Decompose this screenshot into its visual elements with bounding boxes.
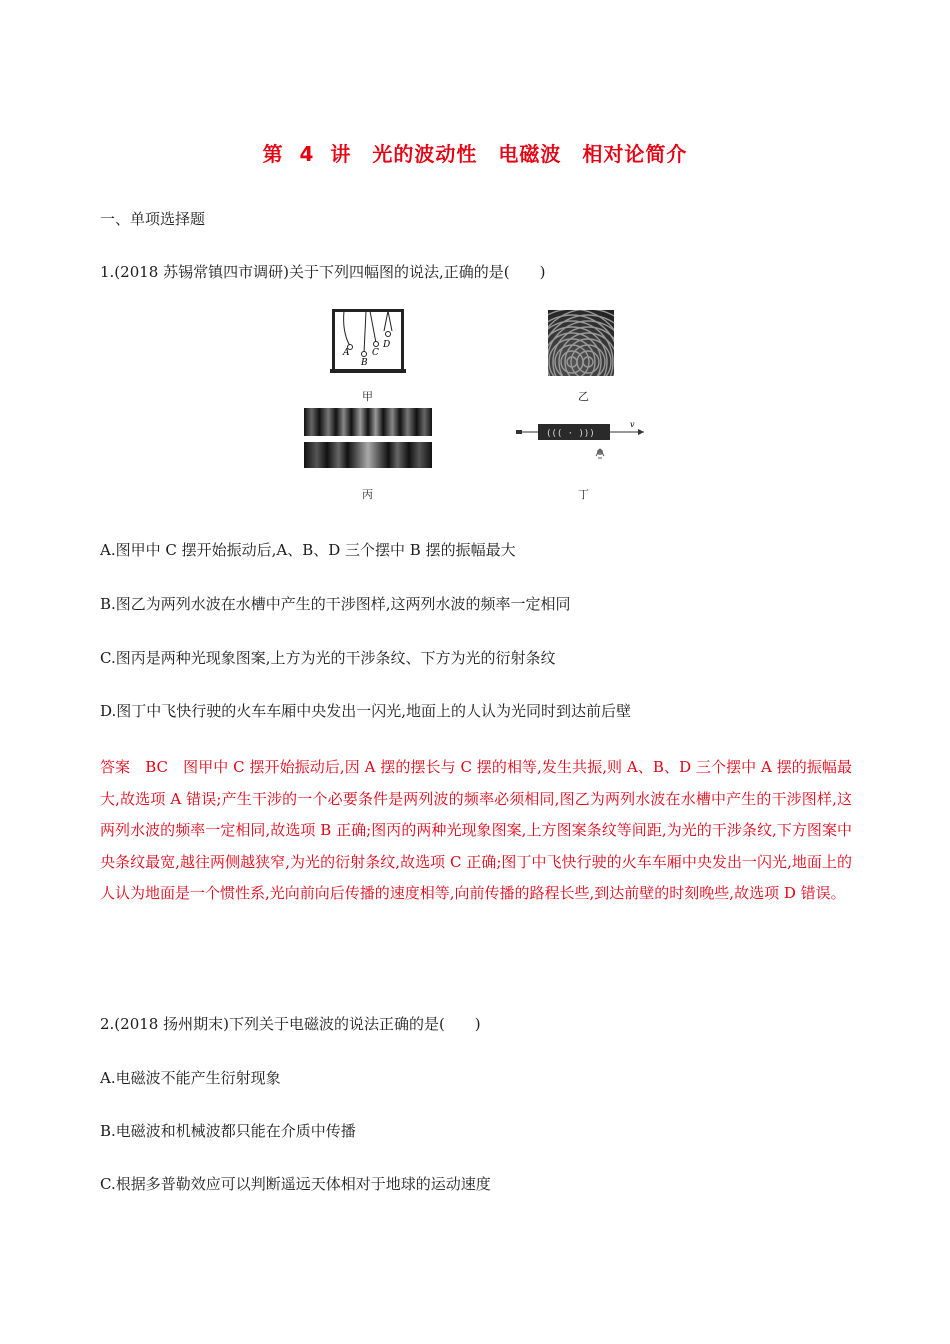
figure-ding-caption: 丁 <box>578 488 589 501</box>
question-1-option-d: D.图丁中飞快行驶的火车车厢中央发出一闪光,地面上的人认为光同时到达前后壁 <box>100 702 632 720</box>
question-1-option-c: C.图丙是两种光现象图案,上方为光的干涉条纹、下方为光的衍射条纹 <box>100 649 556 667</box>
question-2-stem: 2.(2018 扬州期末)下列关于电磁波的说法正确的是( ) <box>100 1015 481 1033</box>
question-1-answer: 答案 BC 图甲中 C 摆开始振动后,因 A 摆的摆长与 C 摆的相等,发生共振,则 A、B、D 三个摆中 A 摆的振幅最大,故选项 A 错误;产生干涉的一个必要条件是两列波的频率必须相同,图乙为两列水波在水槽中产生的干涉图样,这两列水波的频率一定相同,故选项 B 正确;图丙的两种光现象图案,上方图案条纹等间距,为光的干涉条纹,下方图案中央条纹最宽,越往两侧越狭窄,为光的衍射条纹,故选项 C 正确;图丁中飞快行驶的火车车厢中央发出一闪光,地面上的人认为地面是一个惯性系,光向前向后传播的速度相等,向前传播的路程长些,到达前壁的时刻晚些,故选项 D 错误。 <box>100 758 852 903</box>
question-2-option-c: C.根据多普勒效应可以判断遥远天体相对于地球的运动速度 <box>100 1175 491 1193</box>
question-2-option-a: A.电磁波不能产生衍射现象 <box>100 1069 281 1087</box>
question-2-option-b: B.电磁波和机械波都只能在介质中传播 <box>100 1122 356 1140</box>
figure-jia-pendulums <box>330 307 406 375</box>
figure-bing-caption: 丙 <box>362 488 373 501</box>
pendulum-label-a: A <box>343 348 350 358</box>
figure-yi-caption: 乙 <box>578 390 589 403</box>
figure-ding-train <box>516 416 652 462</box>
velocity-label: v <box>630 420 635 429</box>
pendulum-label-b: B <box>361 358 368 368</box>
figure-bing-fringes <box>304 408 432 468</box>
svg-text:((( · ))): ((( · ))) <box>546 429 595 439</box>
page-title: 第 4 讲 光的波动性 电磁波 相对论简介 <box>262 142 688 166</box>
question-1-stem: 1.(2018 苏锡常镇四市调研)关于下列四幅图的说法,正确的是( ) <box>100 263 546 281</box>
pendulum-label-c: C <box>372 348 379 358</box>
pendulum-label-d: D <box>383 340 391 350</box>
section-heading: 一、单项选择题 <box>100 210 206 228</box>
question-1-option-b: B.图乙为两列水波在水槽中产生的干涉图样,这两列水波的频率一定相同 <box>100 595 571 613</box>
figure-jia-caption: 甲 <box>362 390 373 403</box>
figure-yi-interference <box>548 310 614 376</box>
question-1-option-a: A.图甲中 C 摆开始振动后,A、B、D 三个摆中 B 摆的振幅最大 <box>100 541 516 559</box>
